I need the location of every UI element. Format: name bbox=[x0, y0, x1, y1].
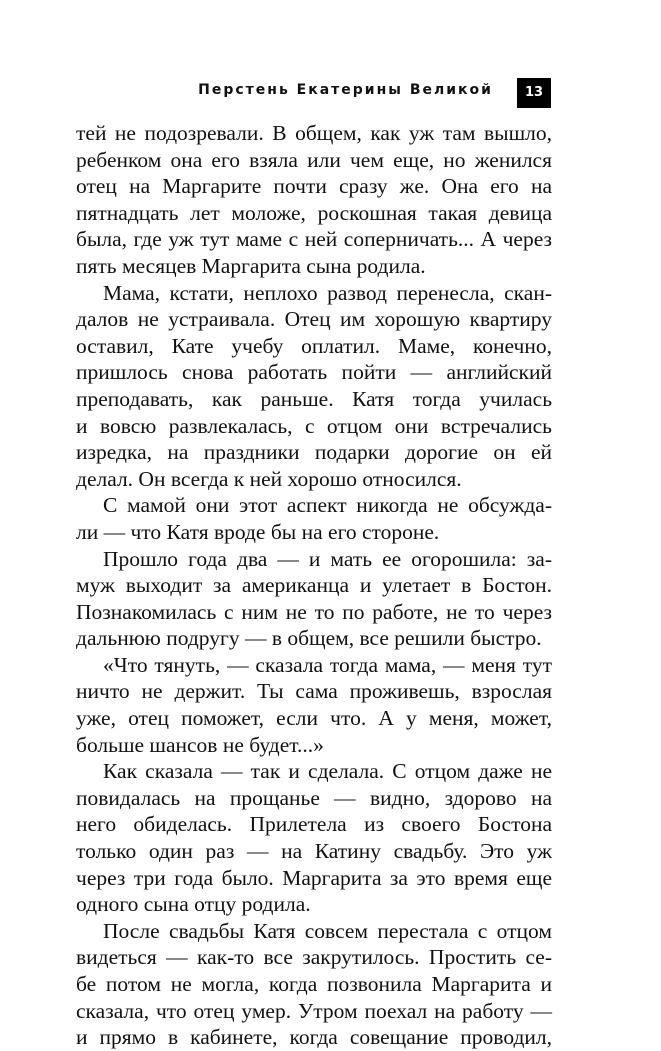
text-line: через три года было. Маргарита за это время еще bbox=[76, 865, 552, 890]
text-line: Мама, кстати, неплохо развод перенесла, скан- bbox=[103, 280, 552, 305]
text-line: Познакомилась с ним не то по работе, не то через bbox=[76, 599, 552, 624]
text-line: муж выходит за американца и улетает в Бостон. bbox=[76, 573, 552, 598]
text-line: сказала, что отец умер. Утром поехал на работу — bbox=[76, 998, 552, 1023]
text-line: С мамой они этот аспект никогда не обсужда- bbox=[103, 493, 552, 518]
text-line: Прошло года два — и мать ее огорошила: за- bbox=[103, 546, 552, 571]
text-line: и прямо в кабинете, когда совещание проводил, bbox=[76, 1025, 552, 1050]
text-line: изредка, на праздники подарки дорогие он ей bbox=[76, 440, 552, 465]
text-line: отец на Маргарите почти сразу же. Она его на bbox=[76, 174, 552, 199]
text-line: больше шансов не будет...» bbox=[76, 732, 324, 757]
body-text bbox=[76, 120, 552, 1051]
text-line: тей не подозревали. В общем, как уж там вышло, bbox=[76, 121, 552, 145]
text-line: повидалась на прощанье — видно, здорово на bbox=[76, 785, 552, 810]
running-head bbox=[0, 78, 661, 108]
text-line: Как сказала — так и сделала. С отцом даже не bbox=[103, 759, 552, 784]
text-line: была, где уж тут маме с ней соперничать... А через bbox=[76, 227, 552, 252]
text-line: далов не устраивала. Отец им хорошую квартиру bbox=[76, 307, 552, 332]
text-line: дальнюю подругу — в общем, все решили быстро. bbox=[76, 626, 542, 651]
text-line: только один раз — на Катину свадьбу. Это уж bbox=[76, 839, 552, 864]
text-line: После свадьбы Катя совсем перестала с отцом bbox=[103, 918, 552, 943]
text-line: ничто не держит. Ты сама проживешь, взрослая bbox=[76, 679, 552, 704]
text-line: ли — что Катя вроде бы на его стороне. bbox=[76, 519, 440, 544]
text-line: ребенком она его взяла или чем еще, но женился bbox=[76, 147, 552, 172]
text-line: делал. Он всегда к ней хорошо относился. bbox=[76, 466, 462, 491]
text-line: видеться — как-то все закрутилось. Простить се- bbox=[76, 945, 552, 970]
text-line: пять месяцев Маргарита сына родила. bbox=[76, 253, 426, 278]
text-line: одного сына отцу родила. bbox=[76, 892, 311, 917]
text-line: пятнадцать лет моложе, роскошная такая девица bbox=[76, 200, 552, 225]
text-line: преподавать, как раньше. Катя тогда училась bbox=[76, 386, 552, 411]
running-title: Перстень Екатерины Великой bbox=[198, 82, 493, 98]
text-line: него обиделась. Прилетела из своего Бостона bbox=[76, 812, 552, 837]
text-line: уже, отец поможет, если что. А у меня, может, bbox=[76, 706, 552, 731]
text-line: пришлось снова работать пойти — английский bbox=[76, 360, 552, 385]
text-line: оставил, Кате учебу оплатил. Маме, конечно, bbox=[76, 333, 552, 358]
page-number: 13 bbox=[517, 78, 551, 108]
text-line: «Что тянуть, — сказала тогда мама, — меня тут bbox=[103, 652, 552, 677]
text-line: и вовсю развлекалась, с отцом они встречались bbox=[76, 413, 552, 438]
text-line: бе потом не могла, когда позвонила Маргарита и bbox=[76, 972, 552, 996]
